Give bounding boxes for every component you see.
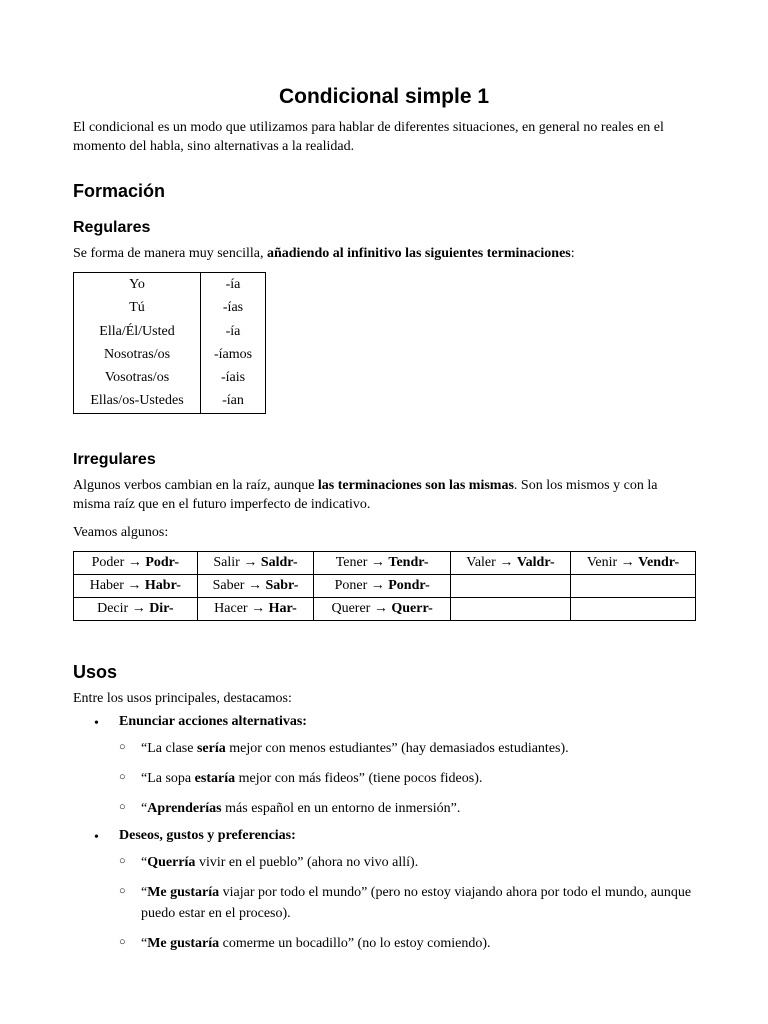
example-verb: sería xyxy=(196,740,226,756)
sub-list-item xyxy=(117,882,695,924)
verb-cell xyxy=(450,574,570,597)
table-row xyxy=(74,320,266,343)
sub-list-item xyxy=(117,738,695,759)
example-text: “ xyxy=(141,884,148,900)
formacion-heading: Formación xyxy=(73,181,166,201)
verb-cell xyxy=(450,597,570,620)
sub-list-item xyxy=(117,852,695,873)
list-item xyxy=(73,828,695,954)
verb-cell xyxy=(74,574,198,597)
irregular-verbs-table xyxy=(73,551,696,621)
example-verb: estaría xyxy=(194,770,236,786)
verb-infinitive: Poder xyxy=(91,554,128,570)
group-label: Deseos, gustos y preferencias: xyxy=(119,827,296,843)
table-row xyxy=(74,273,266,297)
regulares-description xyxy=(73,244,695,263)
verb-stem: Vendr- xyxy=(638,554,680,570)
verb-infinitive: Venir xyxy=(586,554,621,570)
table-row xyxy=(74,296,266,319)
regular-endings-table xyxy=(73,272,266,414)
circle-bullet-icon: ○ xyxy=(119,740,126,753)
sub-list-item xyxy=(117,933,695,954)
verb-cell xyxy=(197,551,314,574)
page-title: Condicional simple 1 xyxy=(278,85,490,108)
sub-list-item xyxy=(117,768,695,789)
usos-list xyxy=(73,714,695,954)
sub-list xyxy=(119,852,695,954)
example-text: “ xyxy=(141,800,148,816)
example-verb: Me gustaría xyxy=(147,884,220,900)
example-text: comerme un bocadillo” (no lo estoy comiendo). xyxy=(219,935,491,951)
verb-cell xyxy=(197,574,314,597)
example-text: viajar por todo el mundo” (pero no estoy viajando ahora por todo el mundo, aunque puedo estar en el proceso). xyxy=(141,884,692,921)
verb-cell xyxy=(314,551,451,574)
irregulares-description xyxy=(73,476,695,514)
example-text: más español en un entorno de inmersión”. xyxy=(221,800,461,816)
bullet-icon: • xyxy=(94,829,99,845)
verb-cell xyxy=(74,597,198,620)
verb-stem: Querr- xyxy=(391,600,433,616)
pronoun-cell: Tú xyxy=(74,296,201,319)
example-text: “La clase xyxy=(141,740,197,756)
sub-list-item xyxy=(117,798,695,819)
table-row xyxy=(74,343,266,366)
pronoun-cell: Ella/Él/Usted xyxy=(74,320,201,343)
verb-infinitive: Saber xyxy=(212,577,248,593)
ending-cell: -ía xyxy=(225,277,241,292)
verb-cell xyxy=(570,574,695,597)
example-text: “ xyxy=(141,935,148,951)
circle-bullet-icon: ○ xyxy=(119,800,126,813)
arrow-icon: → xyxy=(251,600,269,616)
example-text: “ xyxy=(141,854,148,870)
example-verb: Me gustaría xyxy=(147,935,220,951)
verb-stem: Har- xyxy=(268,600,297,616)
irregulares-heading: Irregulares xyxy=(73,450,156,468)
table-row xyxy=(74,389,266,413)
verb-stem: Tendr- xyxy=(388,554,429,570)
arrow-icon: → xyxy=(243,554,261,570)
verb-stem: Valdr- xyxy=(516,554,555,570)
verb-infinitive: Decir xyxy=(97,600,132,616)
pronoun-cell: Ellas/os-Ustedes xyxy=(74,389,201,413)
verb-stem: Dir- xyxy=(149,600,174,616)
circle-bullet-icon: ○ xyxy=(119,884,126,897)
verb-stem: Habr- xyxy=(144,577,181,593)
regulares-heading: Regulares xyxy=(73,219,151,236)
irregulares-desc-end: . Son los mismos y con la misma raíz que en el futuro imperfecto de indicativo. xyxy=(73,477,658,512)
example-verb: Aprenderías xyxy=(147,800,222,816)
verb-infinitive: Haber xyxy=(89,577,128,593)
verb-cell xyxy=(570,597,695,620)
example-text: mejor con menos estudiantes” (hay demasiados estudiantes). xyxy=(225,740,569,756)
verb-infinitive: Querer xyxy=(331,600,374,616)
irregulares-desc-text: Algunos verbos cambian en la raíz, aunque xyxy=(73,477,318,493)
arrow-icon: → xyxy=(127,554,146,570)
usos-description: Entre los usos principales, destacamos: xyxy=(73,690,292,706)
verb-cell xyxy=(197,597,314,620)
verb-infinitive: Poner xyxy=(334,577,371,593)
verb-cell xyxy=(570,551,695,574)
verb-stem: Pondr- xyxy=(388,577,430,593)
arrow-icon: → xyxy=(620,554,639,570)
group-label: Enunciar acciones alternativas: xyxy=(119,713,307,729)
intro-paragraph: El condicional es un modo que utilizamos para hablar de diferentes situaciones, en general no reales en el momento del habla, sino alternativas a la realidad. xyxy=(73,120,664,154)
arrow-icon: → xyxy=(370,554,389,570)
ending-cell: -ías xyxy=(222,300,244,316)
ending-cell: -ían xyxy=(222,393,244,409)
verb-infinitive: Tener xyxy=(335,554,371,570)
verb-stem: Saldr- xyxy=(260,554,298,570)
circle-bullet-icon: ○ xyxy=(119,935,126,948)
ending-cell: -ía xyxy=(225,323,241,339)
table-row xyxy=(74,366,266,389)
verb-cell xyxy=(450,551,570,574)
ending-cell: -íamos xyxy=(213,346,253,362)
arrow-icon: → xyxy=(127,577,145,593)
table-row xyxy=(74,574,696,597)
regulares-desc-text: Se forma de manera muy sencilla, xyxy=(73,246,267,261)
regulares-desc-end: : xyxy=(570,246,575,261)
sub-list xyxy=(119,738,695,819)
pronoun-cell: Nosotras/os xyxy=(74,343,201,366)
arrow-icon: → xyxy=(499,554,517,570)
circle-bullet-icon: ○ xyxy=(119,770,126,783)
list-item xyxy=(73,714,695,819)
table-row xyxy=(74,551,696,574)
arrow-icon: → xyxy=(247,577,266,593)
circle-bullet-icon: ○ xyxy=(119,854,126,867)
arrow-icon: → xyxy=(131,600,150,616)
verb-stem: Podr- xyxy=(145,554,180,570)
verb-cell xyxy=(74,551,198,574)
verb-cell xyxy=(314,597,451,620)
pronoun-cell: Vosotras/os xyxy=(74,366,201,389)
verb-infinitive: Hacer xyxy=(214,600,252,616)
verb-infinitive: Valer xyxy=(466,554,500,570)
arrow-icon: → xyxy=(370,577,389,593)
ending-cell: -íais xyxy=(220,370,246,386)
verb-stem: Sabr- xyxy=(265,577,299,593)
verb-infinitive: Salir xyxy=(213,554,244,570)
usos-heading: Usos xyxy=(73,661,118,682)
example-text: vivir en el pueblo” (ahora no vivo allí). xyxy=(195,854,419,870)
arrow-icon: → xyxy=(373,600,392,616)
table-row xyxy=(74,597,696,620)
veamos-text: Veamos algunos: xyxy=(73,524,169,540)
example-verb: Querría xyxy=(147,854,196,870)
bullet-icon: • xyxy=(94,715,99,731)
example-text: “La sopa xyxy=(141,770,195,786)
pronoun-cell: Yo xyxy=(74,273,201,297)
example-text: mejor con más fideos” (tiene pocos fideos). xyxy=(235,770,483,786)
regulares-desc-bold: añadiendo al infinitivo las siguientes terminaciones xyxy=(266,246,571,261)
irregulares-desc-bold: las terminaciones son las mismas xyxy=(317,477,514,493)
verb-cell xyxy=(314,574,451,597)
